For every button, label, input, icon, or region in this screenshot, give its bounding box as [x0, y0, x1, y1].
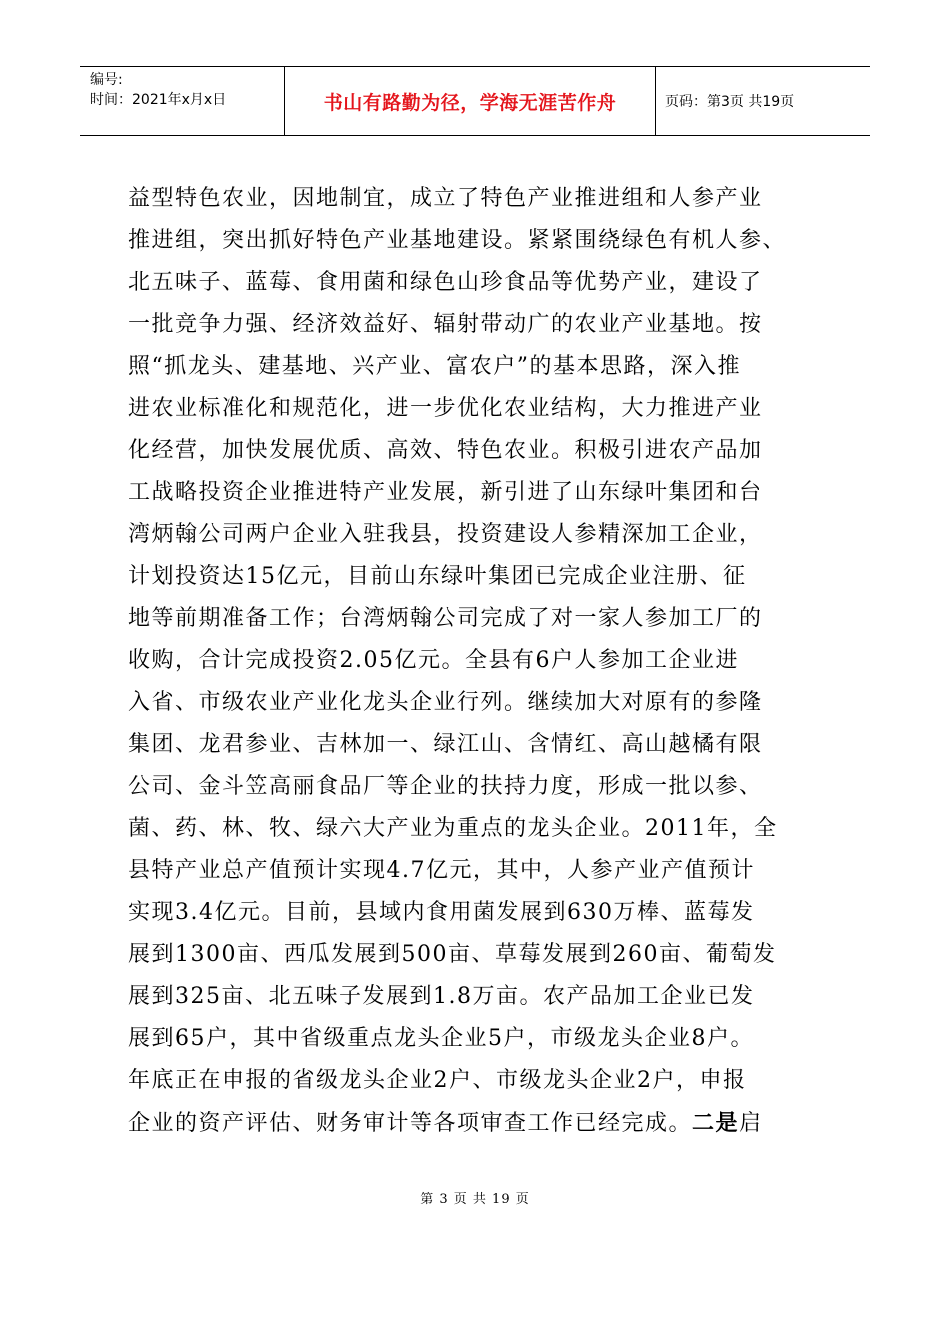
body-line: 菌、药、林、牧、绿六大产业为重点的龙头企业。2011年，全	[128, 816, 778, 841]
header-meta	[80, 67, 285, 135]
body-line: 展到325亩、北五味子发展到1.8万亩。农产品加工企业已发	[128, 984, 755, 1009]
document-body	[128, 178, 828, 1144]
header-page-code: 页码：第3页 共19页	[665, 94, 795, 110]
body-line: 照“抓龙头、建基地、兴产业、富农户”的基本思路，深入推	[128, 354, 741, 379]
document-number-label: 编号:	[90, 72, 123, 88]
header-motto: 书山有路勤为径，学海无涯苦作舟	[285, 67, 656, 135]
body-line: 公司、金斗笠高丽食品厂等企业的扶持力度，形成一批以参、	[128, 774, 763, 799]
body-line: 展到1300亩、西瓜发展到500亩、草莓发展到260亩、葡萄发	[128, 942, 777, 967]
body-line: 展到65户，其中省级重点龙头企业5户，市级龙头企业8户。	[128, 1026, 754, 1051]
body-line-last	[128, 1102, 828, 1144]
body-line: 入省、市级农业产业化龙头企业行列。继续加大对原有的参隆	[128, 690, 763, 715]
body-line: 集团、龙君参业、吉林加一、绿江山、含情红、高山越橘有限	[128, 732, 763, 757]
body-line: 北五味子、蓝莓、食用菌和绿色山珍食品等优势产业，建设了	[128, 270, 763, 295]
bold-ordinal: 二是	[692, 1110, 740, 1136]
body-line: 收购，合计完成投资2.05亿元。全县有6户人参加工企业进	[128, 648, 739, 673]
body-line: 工战略投资企业推进特产业发展，新引进了山东绿叶集团和台	[128, 480, 763, 505]
body-text: 企业的资产评估、财务审计等各项审查工作已经完成。	[128, 1111, 693, 1136]
body-line: 湾炳翰公司两户企业入驻我县，投资建设人参精深加工企业，	[128, 522, 763, 547]
body-line: 化经营，加快发展优质、高效、特色农业。积极引进农产品加	[128, 438, 763, 463]
body-line: 推进组，突出抓好特色产业基地建设。紧紧围绕绿色有机人参、	[128, 228, 787, 253]
body-line: 计划投资达15亿元，目前山东绿叶集团已完成企业注册、征	[128, 564, 747, 589]
page-header	[80, 66, 870, 136]
body-line: 进农业标准化和规范化，进一步优化农业结构，大力推进产业	[128, 396, 763, 421]
body-line: 地等前期准备工作；台湾炳翰公司完成了对一家人参加工厂的	[128, 606, 763, 631]
page-footer: 第 3 页 共 19 页	[420, 1192, 530, 1207]
document-time-label: 时间：2021年x月x日	[90, 92, 227, 108]
body-line: 县特产业总产值预计实现4.7亿元，其中，人参产业产值预计	[128, 858, 755, 883]
body-text: 启	[739, 1111, 763, 1136]
body-line: 实现3.4亿元。目前，县域内食用菌发展到630万棒、蓝莓发	[128, 900, 755, 925]
body-line: 益型特色农业，因地制宜，成立了特色产业推进组和人参产业	[128, 186, 763, 211]
body-line: 一批竞争力强、经济效益好、辐射带动广的农业产业基地。按	[128, 312, 763, 337]
body-line: 年底正在申报的省级龙头企业2户、市级龙头企业2户，申报	[128, 1068, 747, 1093]
